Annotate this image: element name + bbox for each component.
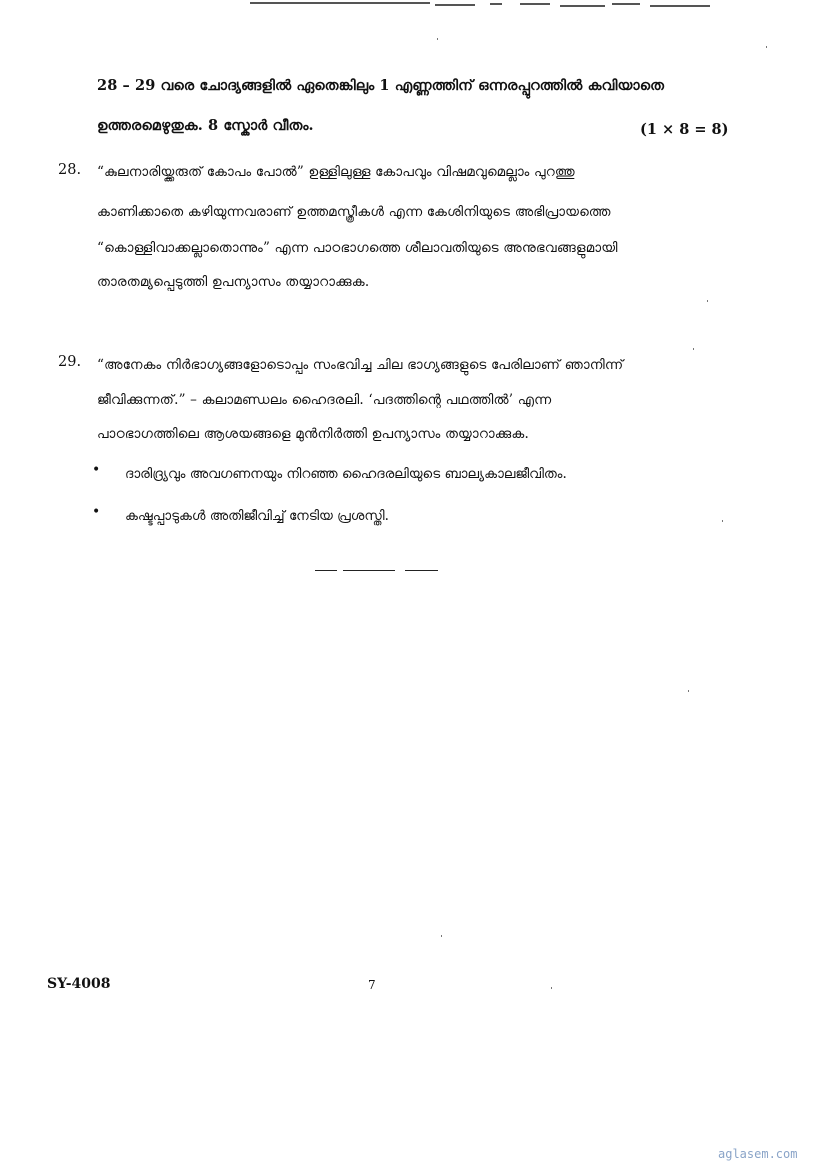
scan-speck bbox=[551, 987, 552, 989]
paper-code: SY-4008 bbox=[47, 976, 111, 992]
scan-speck bbox=[707, 300, 708, 302]
scan-speck bbox=[437, 38, 438, 40]
scan-speck bbox=[441, 935, 442, 937]
question-28-line-2: കാണിക്കാതെ കഴിയുന്നവരാണ് ഉത്തമസ്ത്രീകൾ എന്ന കേശിനിയുടെ അഭിപ്രായത്തെ bbox=[97, 204, 611, 220]
scan-speck bbox=[766, 46, 767, 48]
instruction-line-2: ഉത്തരമെഴുതുക. 8 സ്കോർ വീതം. bbox=[97, 117, 314, 134]
question-28-line-3: “കൊള്ളിവാക്കല്ലാതൊന്നും” എന്ന പാഠഭാഗത്തെ ശീലാവതിയുടെ അനുഭവങ്ങളുമായി bbox=[97, 240, 618, 256]
question-29-line-2: ജീവിക്കുന്നത്.” – കലാമണ്ഡലം ഹൈദരലി. ‘പദത്തിന്റെ പഥത്തിൽ’ എന്ന bbox=[97, 392, 552, 408]
end-dash bbox=[343, 570, 395, 571]
question-28-line-4: താരതമ്യപ്പെടുത്തി ഉപന്യാസം തയ്യാറാക്കുക. bbox=[97, 274, 370, 290]
question-29-line-3: പാഠഭാഗത്തിലെ ആശയങ്ങളെ മുൻനിർത്തി ഉപന്യാസം തയ്യാറാക്കുക. bbox=[97, 426, 529, 442]
question-29-bullet-2: കഷ്ടപ്പാടുകൾ അതിജീവിച്ച് നേടിയ പ്രശസ്തി. bbox=[125, 508, 389, 524]
scan-speck bbox=[688, 690, 689, 692]
scan-speck bbox=[693, 348, 694, 350]
end-dash bbox=[315, 570, 337, 571]
scan-top-edge bbox=[0, 0, 827, 12]
bullet-marker: • bbox=[92, 462, 101, 478]
question-29-bullet-1: ദാരിദ്ര്യവും അവഗണനയും നിറഞ്ഞ ഹൈദരലിയുടെ ബാല്യകാലജീവിതം. bbox=[125, 466, 567, 482]
question-28-line-1: “കുലനാരിയ്ക്കരുത് കോപം പോൽ” ഉള്ളിലുള്ള കോപവും വിഷമവുമെല്ലാം പുറത്തു bbox=[97, 164, 575, 180]
scan-speck bbox=[722, 520, 723, 522]
watermark: aglasem.com bbox=[718, 1147, 798, 1161]
marks-allocation: (1 × 8 = 8) bbox=[640, 121, 729, 138]
bullet-marker: • bbox=[92, 504, 101, 520]
instruction-line-1: 28 – 29 വരെ ചോദ്യങ്ങളിൽ ഏതെങ്കിലും 1 എണ്ണത്തിന് ഒന്നരപ്പുറത്തിൽ കവിയാതെ bbox=[97, 77, 665, 94]
question-28-number: 28. bbox=[58, 162, 82, 178]
question-29-number: 29. bbox=[58, 354, 82, 370]
end-dash bbox=[405, 570, 438, 571]
page-number: 7 bbox=[368, 978, 376, 992]
question-29-line-1: “അനേകം നിർഭാഗ്യങ്ങളോടൊപ്പം സംഭവിച്ച ചില ഭാഗ്യങ്ങളുടെ പേരിലാണ് ഞാനിന്ന് bbox=[97, 357, 624, 373]
